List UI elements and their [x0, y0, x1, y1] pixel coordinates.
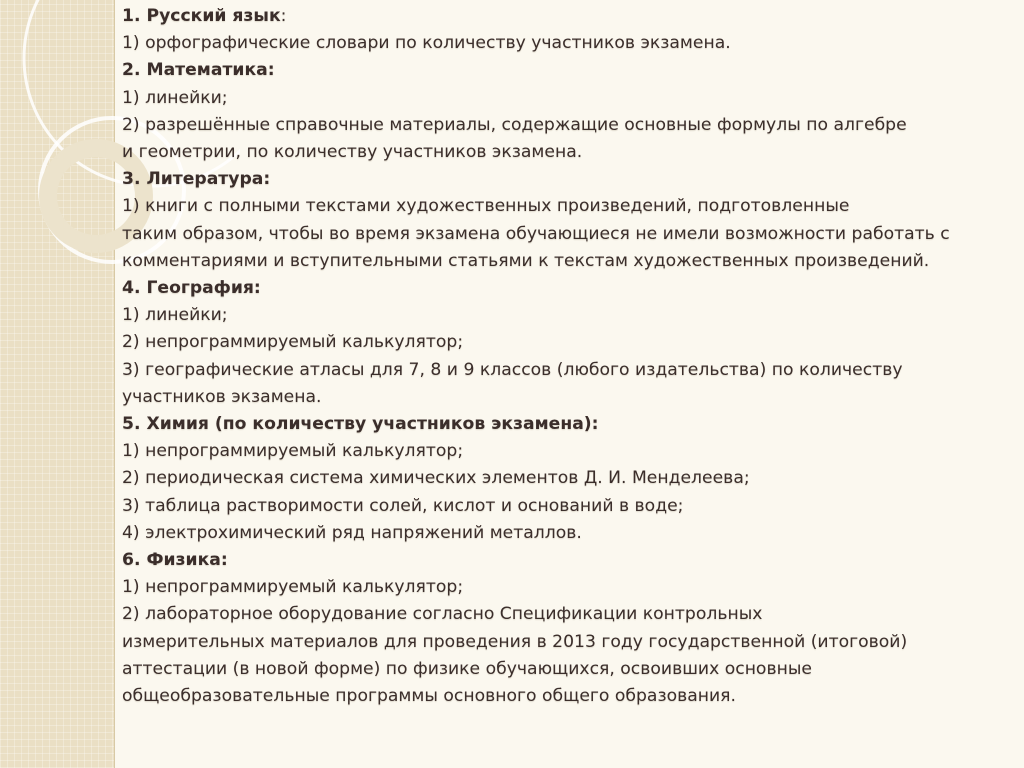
list-item: 2) непрограммируемый калькулятор;: [122, 332, 464, 353]
heading-text: 1. Русский язык: [122, 6, 281, 26]
section-heading: [122, 547, 1017, 574]
list-item: 2) периодическая система химических элементов Д. И. Менделеева;: [122, 468, 750, 489]
list-item: участников экзамена.: [122, 386, 322, 407]
list-item: 1) непрограммируемый калькулятор;: [122, 441, 464, 462]
list-item: 2) лабораторное оборудование согласно Спецификации контрольных: [122, 604, 763, 625]
exam-materials-list: [122, 3, 1017, 710]
heading-colon: :: [280, 6, 287, 26]
section-heading: [122, 3, 1017, 30]
list-item: 1) линейки;: [122, 87, 228, 108]
list-item: таким образом, чтобы во время экзамена обучающиеся не имели возможности работать с: [122, 223, 950, 244]
section-heading: [122, 411, 1017, 438]
heading-text: 3. Литература:: [122, 169, 271, 190]
list-item: 1) непрограммируемый калькулятор;: [122, 577, 464, 598]
section-heading: [122, 275, 1017, 302]
list-item: 4) электрохимический ряд напряжений металлов.: [122, 522, 582, 543]
list-item: комментариями и вступительными статьями к текстам художественных произведений.: [122, 250, 930, 271]
list-item: 3) географические атласы для 7, 8 и 9 классов (любого издательства) по количеству: [122, 359, 903, 380]
list-item: общеобразовательные программы основного общего образования.: [122, 686, 736, 707]
list-item: 3) таблица растворимости солей, кислот и оснований в воде;: [122, 495, 684, 516]
list-item: и геометрии, по количеству участников экзамена.: [122, 142, 583, 163]
heading-text: 6. Физика:: [122, 550, 228, 571]
list-item: 1) книги с полными текстами художественных произведений, подготовленные: [122, 196, 850, 217]
section-heading: [122, 166, 1017, 193]
section-heading: [122, 57, 1017, 84]
list-item: аттестации (в новой форме) по физике обучающихся, освоивших основные: [122, 658, 812, 679]
list-item: 1) линейки;: [122, 305, 228, 326]
heading-text: 5. Химия (по количеству участников экзамена):: [122, 414, 599, 435]
heading-text: 2. Математика:: [122, 60, 275, 81]
heading-text: 4. География:: [122, 278, 261, 299]
list-item: 1) орфографические словари по количеству участников экзамена.: [122, 33, 731, 54]
list-item: измерительных материалов для проведения в 2013 году государственной (итоговой): [122, 631, 908, 652]
list-item: 2) разрешённые справочные материалы, содержащие основные формулы по алгебре: [122, 114, 907, 135]
